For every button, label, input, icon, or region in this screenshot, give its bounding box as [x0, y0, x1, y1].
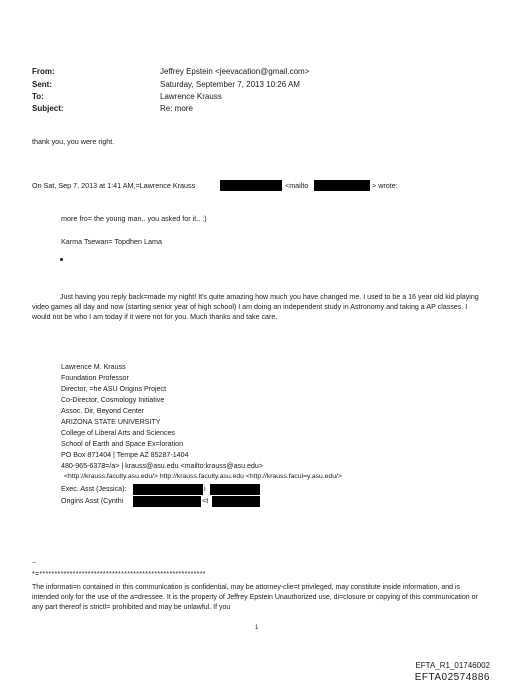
- document-id-2: EFTA02574886: [414, 672, 490, 683]
- redaction-box: [133, 484, 203, 495]
- from-value: Jeffrey Epstein <jeevacation@gmail.com>: [160, 67, 310, 76]
- signature-origins-tail: <t: [202, 496, 209, 505]
- signature-exec-asst: Exec. Asst (Jessica):: [61, 485, 127, 493]
- signature-line: College of Liberal Arts and Sciences: [61, 429, 175, 437]
- signature-exec-tail: i: [204, 484, 206, 493]
- subject-label: Subject:: [32, 104, 64, 113]
- signature-line: School of Earth and Space Ex=loration: [61, 440, 184, 448]
- header-from-row: [32, 67, 452, 77]
- document-id-1: EFTA_R1_01746002: [415, 661, 490, 670]
- signature-origins-asst: Origins Asst (Cynthi: [61, 497, 124, 505]
- signature-line: Co-Director, Cosmology Initiative: [61, 396, 165, 404]
- quoted-paragraph: Just having you reply back=made my night! It's quite amazing how much you have changed me. I used to be a 16 year old kid playing video games all day and now (starting senior year of high school) I am doing an independent study in Astronomy and taking a AP classes. I would not be who I am today if it were not for you. Much thanks and take care.: [32, 293, 479, 321]
- subject-value: Re: more: [160, 104, 193, 113]
- quoted-line-name: Karma Tsewan= Topdhen Lama: [61, 237, 163, 246]
- redaction-box: [212, 496, 260, 507]
- signature-line: PO Box 871404 | Tempe AZ 85287-1404: [61, 451, 189, 459]
- bullet-dot: [60, 258, 63, 261]
- to-value: Lawrence Krauss: [160, 92, 222, 101]
- page-number: 1: [255, 625, 259, 631]
- reply-text: thank you, you were right.: [32, 137, 115, 146]
- quote-intro-mailto: <mailto: [285, 181, 309, 190]
- redaction-box: [210, 484, 260, 495]
- confidentiality-disclaimer: The informati=n contained in this communication is confidential, may be attorney-clie=t privileged, may constitute inside information, and is intended only for the use of the a=dressee. It is the property of Jeffrey Epstein Unauthorized use, di=closure or copying of this communication or any part thereof is strictl= prohibited and may be unlawful. If you: [32, 584, 478, 611]
- header-subject-row: [32, 104, 452, 114]
- signature-line: Assoc. Dir, Beyond Center: [61, 407, 145, 415]
- from-label: From:: [32, 67, 55, 76]
- redaction-box: [314, 180, 370, 191]
- quote-intro-text: On Sat, Sep 7, 2013 at 1:41 AM,=Lawrence Krauss: [32, 181, 196, 190]
- signature-line: Lawrence M. Krauss: [61, 363, 126, 371]
- quoted-line-more: more fro= the young man.. you asked for it.. :): [61, 214, 207, 223]
- signature-line: 480-965-6378=/a> | krauss@asu.edu <mailto:krauss@asu.edu>: [61, 462, 263, 470]
- footer-stars: *=*******************************************************: [32, 571, 206, 578]
- quote-intro-wrote: > wrote:: [372, 181, 398, 190]
- sent-value: Saturday, September 7, 2013 10:26 AM: [160, 80, 300, 89]
- signature-line: ARIZONA STATE UNIVERSITY: [61, 418, 161, 426]
- redaction-box: [220, 180, 282, 191]
- redaction-box: [133, 496, 201, 507]
- signature-line: <http://krauss.faculty.asu.edu/> http://krauss.faculty.asu.edu <http://krauss.facul=y.asu.edu/>: [64, 473, 342, 480]
- signature-line: Director, =he ASU Origins Project: [61, 385, 167, 393]
- header-sent-row: [32, 80, 452, 90]
- to-label: To:: [32, 92, 44, 101]
- signature-line: Foundation Professor: [61, 374, 129, 382]
- header-to-row: [32, 92, 452, 102]
- sent-label: Sent:: [32, 80, 52, 89]
- footer-dashes: --: [32, 560, 36, 566]
